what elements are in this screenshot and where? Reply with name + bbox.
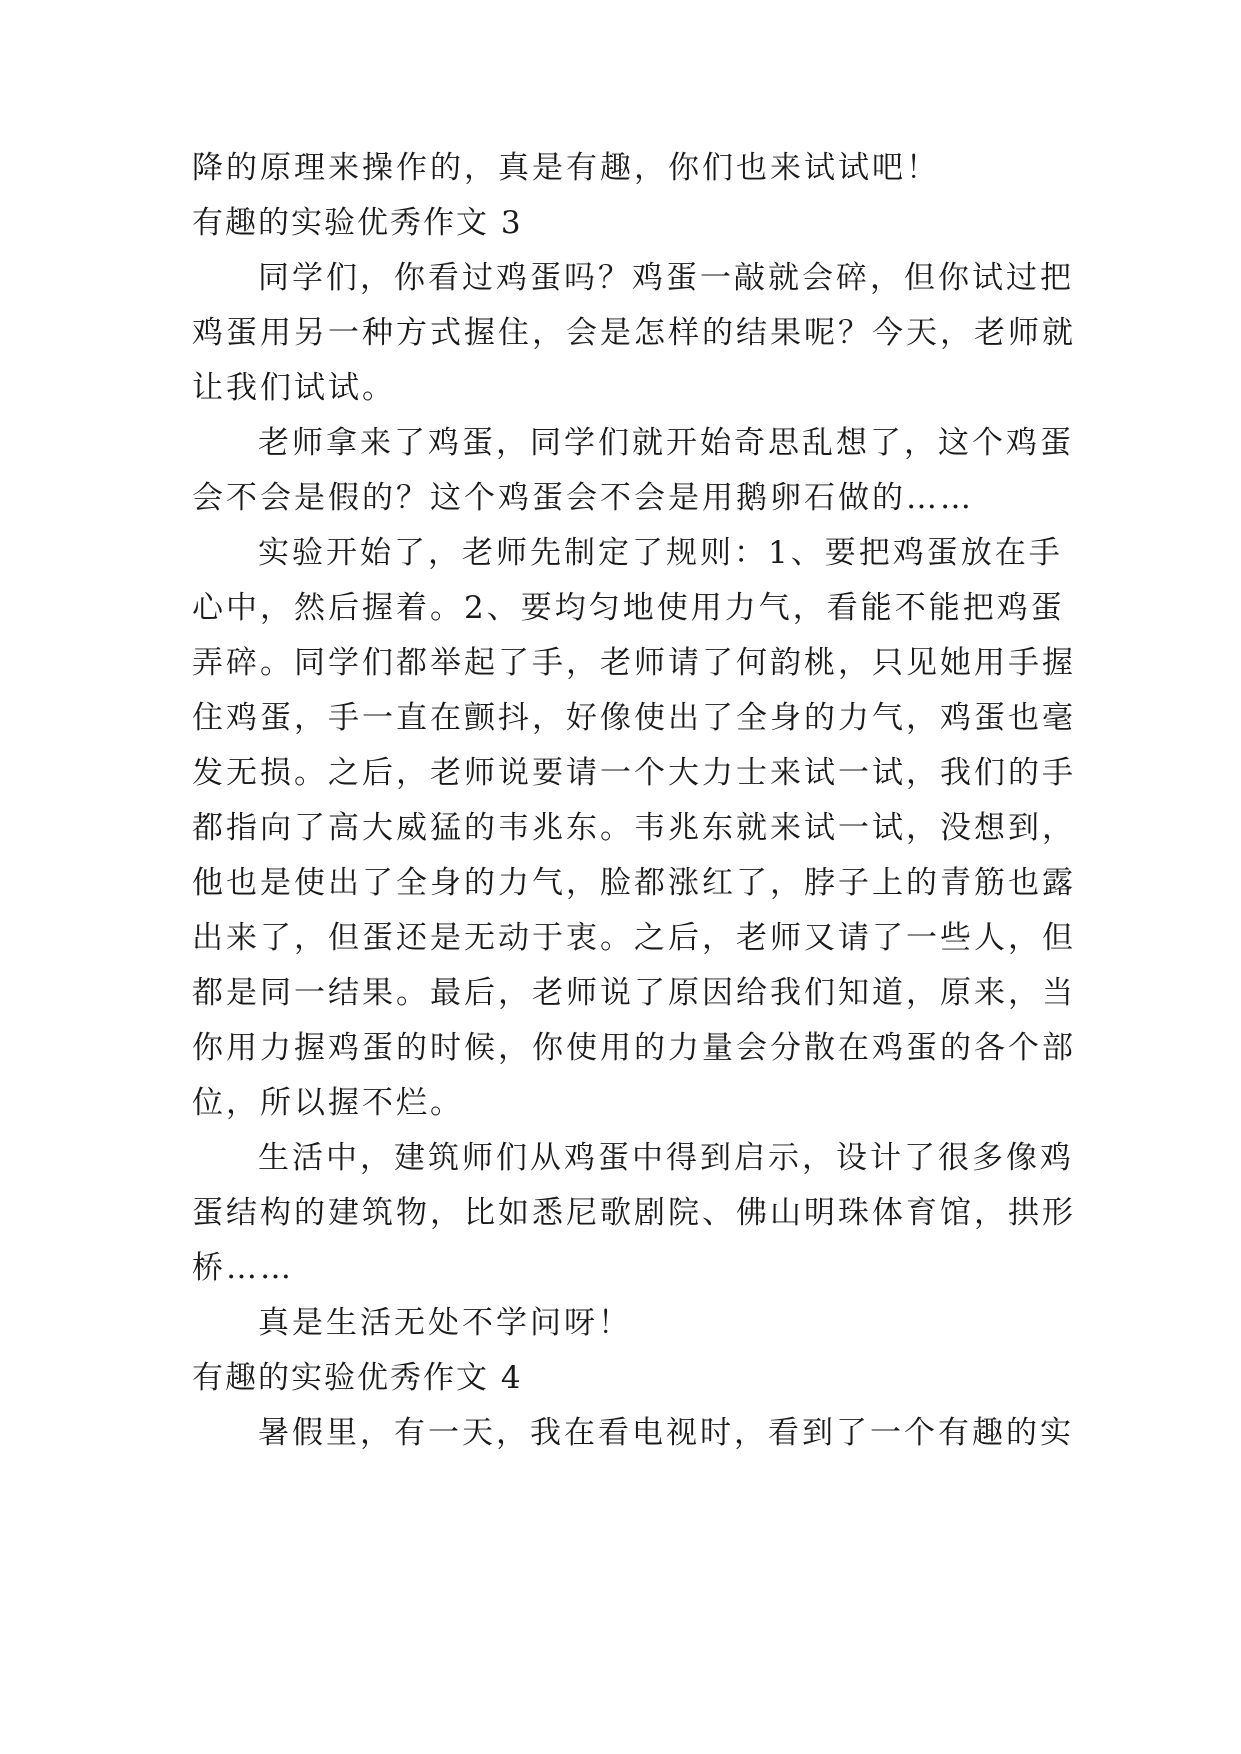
paragraph-line: 暑假里，有一天，我在看电视时，看到了一个有趣的实 <box>258 1415 1074 1451</box>
paragraph-line: 桥…… <box>192 1250 294 1286</box>
paragraph-line: 老师拿来了鸡蛋，同学们就开始奇思乱想了，这个鸡蛋 <box>258 425 1074 461</box>
paragraph-line: 实验开始了，老师先制定了规则：1、要把鸡蛋放在手 <box>258 535 1063 571</box>
paragraph-line: 发无损。之后，老师说要请一个大力士来试一试，我们的手 <box>192 755 1076 791</box>
paragraph-line: 都是同一结果。最后，老师说了原因给我们知道，原来，当 <box>192 975 1076 1011</box>
paragraph-line: 真是生活无处不学问呀！ <box>258 1305 632 1341</box>
paragraph-line: 位，所以握不烂。 <box>192 1085 464 1121</box>
section-heading: 有趣的实验优秀作文 4 <box>192 1360 523 1396</box>
paragraph-line: 会不会是假的？这个鸡蛋会不会是用鹅卵石做的…… <box>192 480 974 516</box>
paragraph-line: 弄碎。同学们都举起了手，老师请了何韵桃，只见她用手握 <box>192 645 1076 681</box>
paragraph-line: 生活中，建筑师们从鸡蛋中得到启示，设计了很多像鸡 <box>258 1140 1074 1176</box>
paragraph-line: 让我们试试。 <box>192 370 396 406</box>
paragraph-line: 同学们，你看过鸡蛋吗？鸡蛋一敲就会碎，但你试过把 <box>258 260 1074 296</box>
paragraph-line: 降的原理来操作的，真是有趣，你们也来试试吧！ <box>192 150 940 186</box>
paragraph-line: 他也是使出了全身的力气，脸都涨红了，脖子上的青筋也露 <box>192 865 1076 901</box>
paragraph-line: 鸡蛋用另一种方式握住，会是怎样的结果呢？今天，老师就 <box>192 315 1076 351</box>
paragraph-line: 都指向了高大威猛的韦兆东。韦兆东就来试一试，没想到， <box>192 810 1076 846</box>
paragraph-line: 你用力握鸡蛋的时候，你使用的力量会分散在鸡蛋的各个部 <box>192 1030 1076 1066</box>
paragraph-line: 出来了，但蛋还是无动于衷。之后，老师又请了一些人，但 <box>192 920 1076 956</box>
paragraph-line: 蛋结构的建筑物，比如悉尼歌剧院、佛山明珠体育馆，拱形 <box>192 1195 1076 1231</box>
paragraph-line: 住鸡蛋，手一直在颤抖，好像使出了全身的力气，鸡蛋也毫 <box>192 700 1076 736</box>
section-heading: 有趣的实验优秀作文 3 <box>192 205 523 241</box>
paragraph-line: 心中，然后握着。2、要均匀地使用力气，看能不能把鸡蛋 <box>192 590 1065 626</box>
